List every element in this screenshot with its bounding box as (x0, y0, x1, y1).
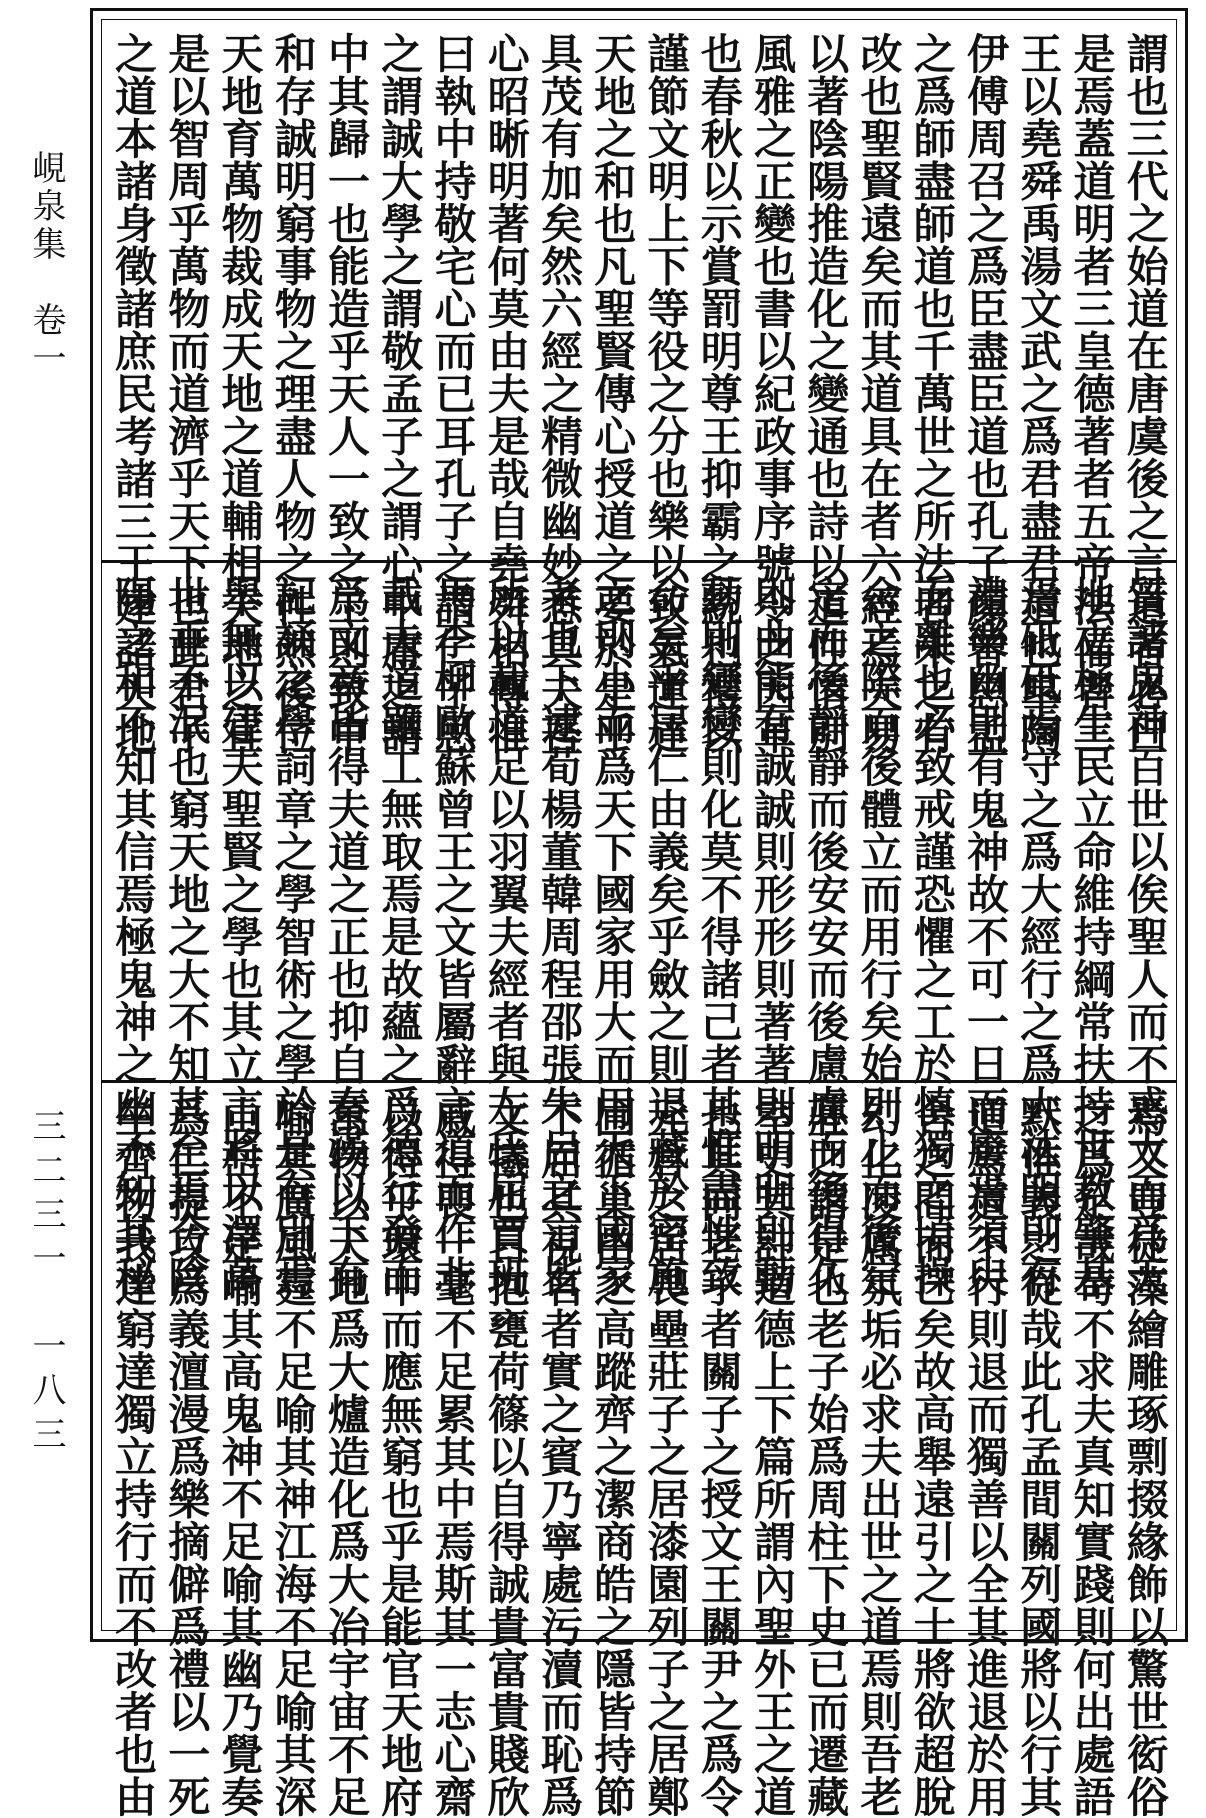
text-column: 幻化凌厲氛垢必求夫出世之道焉則吾老 (854, 1095, 904, 1818)
text-column: 之謂誠大學之謂敬孟子之謂心中庸之謂 (375, 32, 425, 755)
text-column: 者也下逮荀楊董韓周程邵張朱呂之言皆 (535, 575, 584, 1298)
text-panel-1 (102, 20, 1176, 755)
text-column: 陽之和不知其信焉極鬼神之幽不知其秘 (109, 575, 158, 1298)
text-column: 戚得喪一毫不足累其中焉斯其一志心齋 (428, 1095, 478, 1818)
text-panel-3 (102, 1083, 1176, 1818)
text-column: 質諸鬼神百世以俟聖人而不惑大而爲天 (1120, 575, 1170, 1298)
text-column: 記誦之學詞章之學智術之學於是有別焉 (268, 575, 318, 1298)
text-column: 萬物以天地爲大爐造化爲大冶宇宙不足 (322, 1095, 371, 1818)
text-column: 則曲能有誠誠則形形則著著則明明則動 (748, 575, 797, 1298)
text-column: 地立極生民立命維持綱常扶持世教肇基 (1067, 575, 1117, 1298)
text-column: 天地之和也凡聖賢傳心授道之要於是乎 (588, 32, 638, 755)
text-column: 默惟義之從哉此孔孟間關列國將以行其 (1014, 1095, 1064, 1818)
text-column: 命矣乎居仁由義矣乎斂之則退藏於密施 (641, 575, 691, 1298)
text-column: 心昭晰明著何莫由夫是哉自堯舜相傳惟 (481, 32, 531, 755)
text-column: 焉砥砥焉守之爲大經行之爲大法明則有 (1014, 575, 1064, 1298)
text-panel-2 (102, 563, 1176, 1298)
text-column: 山岳不足喻其高鬼神不足喻其幽乃覺奏 (215, 1095, 265, 1818)
text-column: 中其歸一也能造乎天人一致之工則致中 (322, 32, 371, 755)
text-column: 風雅之正變也書以紀政事序號令之因革 (748, 32, 797, 755)
text-column: 文犧也日抱甕荷篠以自得誠貴富貴賤欣 (481, 1095, 531, 1818)
text-column: 和存誠明窮事物之理盡人物之性然後位 (268, 32, 318, 755)
text-column: 是以智周乎萬物而道濟乎天下也此君子 (162, 32, 212, 755)
text-column: 改也聖賢遠矣而其道具在者六經焉夫易 (854, 32, 904, 755)
text-column: 謂也三代之始道在唐虞後之言道者必曰 (1120, 32, 1170, 755)
text-column: 之道本諸身徵諸庶民考諸三王建諸天地 (109, 32, 158, 755)
text-column: 馬李柳歐蘇曾王之文皆屬辭言道而作非 (428, 575, 478, 1298)
text-column: 伊傅周召之爲臣盡臣道也孔子顔曾思孟 (961, 32, 1010, 755)
text-column: 以著陰陽推造化之變通也詩以道性情別 (801, 32, 851, 755)
text-column: 是焉蓋道明者三皇德著者五帝法備者三 (1067, 32, 1117, 755)
text-column: 載夫道雖工無取焉是故蘊之爲德行發而 (375, 575, 425, 1298)
text-column: 之爲足哉苟不求夫真知實踐則何出處語 (1067, 1095, 1117, 1818)
text-column: 禮樂幽則有鬼神故不可一日而廢焉須臾 (961, 575, 1010, 1298)
text-column: 之則小而爲天下國家用大而用天下國家 (588, 575, 638, 1298)
text-column: 天地育萬物裁成天地之道輔相天地之宜 (215, 32, 265, 755)
text-column: 動則變變則化莫不得諸己者其惟盡性致 (694, 575, 744, 1298)
text-block (101, 19, 1177, 1818)
text-column: 之爲師盡師道也千萬世之所法者未之有 (907, 32, 957, 755)
text-column: 圃循巢由之高蹤齊之潔商皓之隱皆持節 (588, 1095, 638, 1818)
text-column: 舍之間而已矣故高舉遠引之士將欲超脫 (907, 1095, 957, 1818)
text-column: 不屈其視名者實之賓乃寧處污瀆而恥爲 (535, 1095, 584, 1818)
page-frame (90, 8, 1188, 1818)
book-title: 峴泉集 卷一 (26, 150, 66, 378)
text-column: 舉無以建夫聖賢之學也其立言將以澤萬 (215, 575, 265, 1298)
text-column: 爲仁提攻爲義澶漫爲樂摘僻爲禮以一死 (162, 1095, 212, 1818)
text-column: 定而後靜靜而後安安而後慮慮而後得久 (801, 575, 851, 1298)
text-column: 世垂不泯也窮天地之大不知其至焉合陰 (162, 575, 212, 1298)
text-column: 莊之謂是也老子始爲周柱下史已而遷藏 (801, 1095, 851, 1818)
text-column: 謹節文明上下等役之分也樂以致氣運達 (641, 32, 691, 755)
text-column: 所以載道足以羽翼夫經者與左氏屈賈班 (481, 575, 531, 1298)
text-column: 喻其廣風霆不足喻其神江海不足喻其深 (268, 1095, 318, 1818)
text-column: 具茂有加矣然六經之精微幽妙悉具夫吾 (535, 32, 584, 755)
text-column: 元倉之居畏壘莊子之居漆園列子之居鄭 (641, 1095, 691, 1818)
page-number: 三二三一 一八三 (26, 1108, 66, 1460)
text-column: 也其同老子者關子之授文王關尹之爲令 (694, 1095, 744, 1818)
text-column: 以得乎環中而應無窮也乎是能官天地府 (375, 1095, 425, 1818)
text-column: 王以堯舜禹湯文武之爲君盡君道也皐陶 (1014, 32, 1064, 755)
text-column: 曰執中持敬宅心而已耳孔子之謂仁子思 (428, 32, 478, 755)
text-column: 生齊物我達窮達獨立持行而不改者也由 (109, 1095, 158, 1818)
text-column: 而離也必致戒謹恐懼之工於慎獨之頃操 (907, 575, 957, 1298)
text-column: 也春秋以示賞罰明尊王抑霸之統也禮以 (694, 32, 744, 755)
text-column: 室史其註道德上下篇所謂內聖外王之道 (748, 1095, 797, 1818)
text-column: 舍之際而後體立而用行矣始則止而後定 (854, 575, 904, 1298)
text-column: 道焉道不行則退而獨善以全其進退於用 (961, 1095, 1010, 1818)
text-column: 焉又豈徒藻繪雕琢剽掇緣飾以驚世衒俗 (1120, 1095, 1170, 1818)
text-column: 爲文章皆得夫道之正也抑自秦漢以下有 (322, 575, 371, 1298)
